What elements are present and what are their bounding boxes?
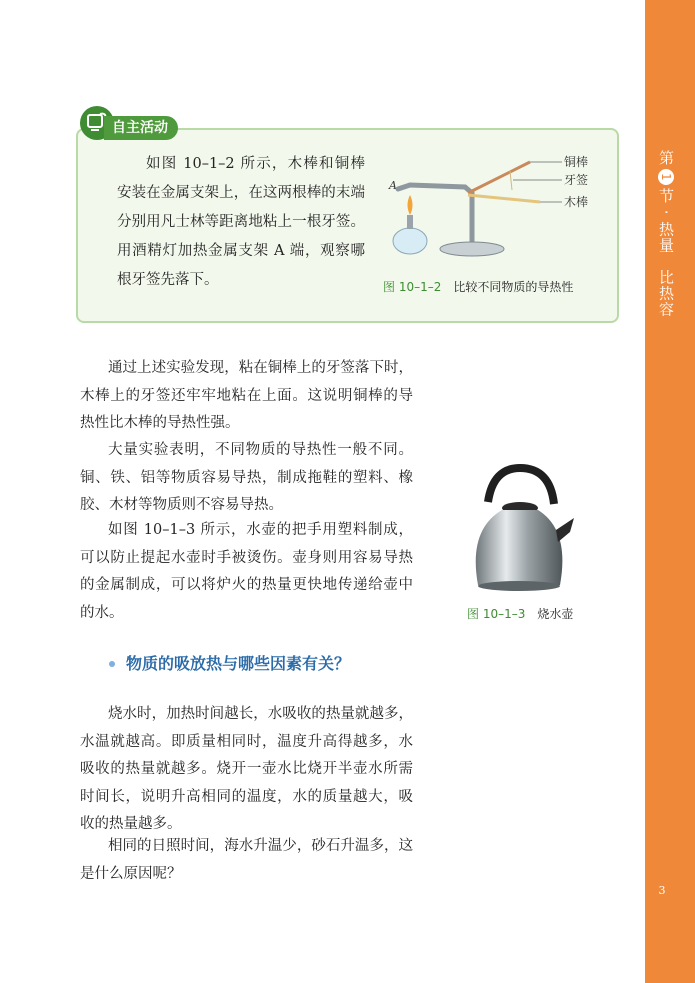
- fig-label-toothpick: 牙签: [564, 173, 589, 187]
- paragraph-4: 烧水时，加热时间越长，水吸收的热量就越多，水温就越高。即质量相同时，温度升高得越多，水吸收的热量就越多。烧开一壶水比烧开半壶水所需时间长，说明升高相同的温度，水的质量越大，吸收的热量越多。: [80, 706, 413, 832]
- paragraph-1: 通过上述实验发现，粘在铜棒上的牙签落下时，木棒上的牙签还牢牢地粘在上面。这说明铜棒的导热性比木棒的导热性强。: [80, 360, 413, 431]
- fig-caption-1: [383, 278, 573, 295]
- chapter-title: [655, 150, 675, 317]
- fig-caption-2-text: 烧水壶: [537, 607, 574, 621]
- fig-label-wood: 木棒: [564, 195, 589, 209]
- section-heading: 物质的吸放热与哪些因素有关？: [126, 654, 351, 673]
- alcohol-lamp-icon: [393, 228, 427, 254]
- fig-caption-1-num: 图 10–1–2: [383, 280, 442, 294]
- chapter-side-tab: [645, 0, 695, 983]
- page-number: 3: [658, 884, 666, 897]
- paragraph-5: 相同的日照时间，海水升温少，砂石升温多，这是什么原因呢？: [80, 838, 413, 882]
- chapter-prefix: 第: [657, 150, 675, 166]
- activity-text: 如图 10–1–2 所示，木棒和铜棒安装在金属支架上，在这两根棒的末端分别用凡士林等距离地粘上一根牙签。用酒精灯加热金属支架 A 端，观察哪根牙签先落下。: [117, 156, 365, 288]
- chapter-name: 节 · 热量 比热容: [657, 188, 675, 318]
- kettle-image: [458, 460, 578, 596]
- flame-icon: [408, 195, 413, 215]
- activity-badge: 自主活动: [104, 116, 178, 140]
- fig-label-copper: 铜棒: [564, 155, 589, 169]
- fig-caption-2: [467, 605, 573, 622]
- paragraph-3: 如图 10–1–3 所示，水壶的把手用塑料制成，可以防止提起水壶时手被烫伤。壶身则用容易导热的金属制成，可以将炉火的热量更快地传递给壶中的水。: [80, 522, 413, 621]
- section-bullet-icon: [109, 661, 115, 667]
- fig-caption-2-num: 图 10–1–3: [467, 607, 526, 621]
- paragraph-2: 大量实验表明，不同物质的导热性一般不同。铜、铁、铝等物质容易导热，制成拖鞋的塑料、橡胶、木材等物质则不容易导热。: [80, 442, 413, 513]
- fig-caption-1-text: 比较不同物质的导热性: [453, 280, 574, 294]
- heat-conduction-figure: [380, 145, 610, 273]
- chapter-number: 1: [658, 169, 674, 185]
- fig-label-a: A: [389, 179, 397, 192]
